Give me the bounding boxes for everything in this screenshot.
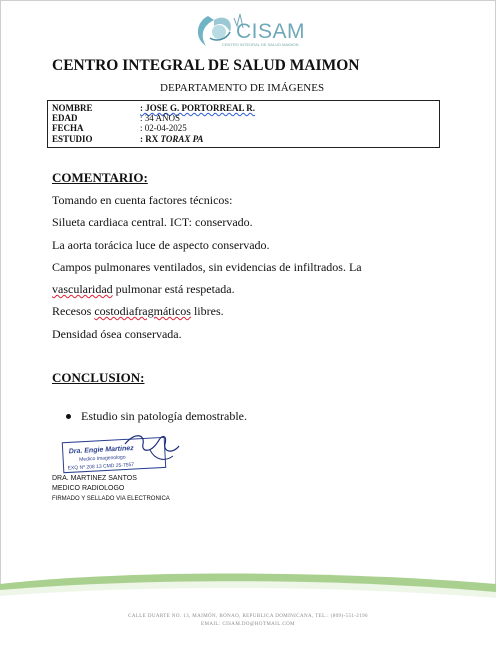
center-title: CENTRO INTEGRAL DE SALUD MAIMON	[52, 57, 360, 74]
label-fecha: FECHA	[52, 123, 84, 133]
comentario-line-5	[52, 282, 235, 297]
comentario-line-6-word: costodiafragmáticos	[94, 304, 191, 318]
value-nombre-text: : JOSE G. PORTORREAL R.	[140, 103, 256, 113]
comentario-heading: COMENTARIO:	[52, 170, 148, 185]
department-title: DEPARTAMENTO DE IMÁGENES	[160, 82, 325, 94]
footer-decoration	[0, 570, 496, 641]
svg-text:Medico Imagenologo: Medico Imagenologo	[79, 454, 126, 463]
value-estudio	[140, 134, 203, 144]
bullet-icon	[66, 414, 71, 419]
value-estudio-prefix: : RX	[140, 134, 161, 144]
conclusion-item	[66, 409, 247, 424]
comentario-line-6	[52, 304, 224, 319]
signature-note: FIRMADO Y SELLADO VIA ELECTRONICA	[52, 496, 170, 502]
logo-subtitle: CENTRO INTEGRAL DE SALUD MAIMON	[222, 42, 299, 47]
footer-email-value: CISAM.DO@HOTMAIL.COM	[222, 622, 295, 627]
label-estudio: ESTUDIO	[52, 134, 93, 144]
value-edad: : 34 AÑOS	[140, 113, 181, 123]
logo-wordmark: CISAM	[236, 20, 306, 43]
footer-email	[0, 622, 496, 627]
svg-text:EXQ Nº 208 13 CMD 25-7557: EXQ Nº 208 13 CMD 25-7557	[67, 462, 135, 472]
svg-text:Dra. Engie Martinez: Dra. Engie Martinez	[68, 445, 134, 456]
comentario-line-3: La aorta torácica luce de aspecto conservado.	[52, 238, 270, 252]
comentario-line-6-pre: Recesos	[52, 304, 95, 318]
value-estudio-italic: TORAX PA	[160, 134, 204, 144]
conclusion-heading: CONCLUSION:	[52, 370, 145, 385]
label-nombre: NOMBRE	[52, 103, 93, 113]
comentario-line-1: Tomando en cuenta factores técnicos:	[52, 193, 233, 207]
value-nombre	[140, 103, 255, 113]
conclusion-item-text: Estudio sin patología demostrable.	[81, 409, 247, 423]
comentario-line-4: Campos pulmonares ventilados, sin evidencias de infiltrados. La	[52, 260, 362, 274]
footer-email-prefix: EMAIL:	[201, 622, 223, 627]
signature-title: MEDICO RADIOLOGO	[52, 485, 125, 492]
comentario-line-7: Densidad ósea conservada.	[52, 327, 182, 341]
comentario-line-5-rest: pulmonar está respetada.	[112, 282, 235, 296]
value-fecha: : 02-04-2025	[140, 123, 187, 133]
signature-name: DRA. MARTINEZ SANTOS	[52, 475, 137, 482]
comentario-line-2: Silueta cardiaca central. ICT: conservado.	[52, 215, 253, 229]
patient-info-box	[47, 100, 440, 148]
label-edad: EDAD	[52, 113, 78, 123]
comentario-line-5-word: vascularidad	[52, 282, 113, 296]
footer-address: CALLE DUARTE NO. 13, MAIMÓN, BONAO, REPUBLICA DOMINICANA, TEL.: (809)-551-2196	[128, 614, 368, 619]
comentario-line-6-rest: libres.	[190, 304, 224, 318]
signature-stamp	[55, 430, 185, 475]
